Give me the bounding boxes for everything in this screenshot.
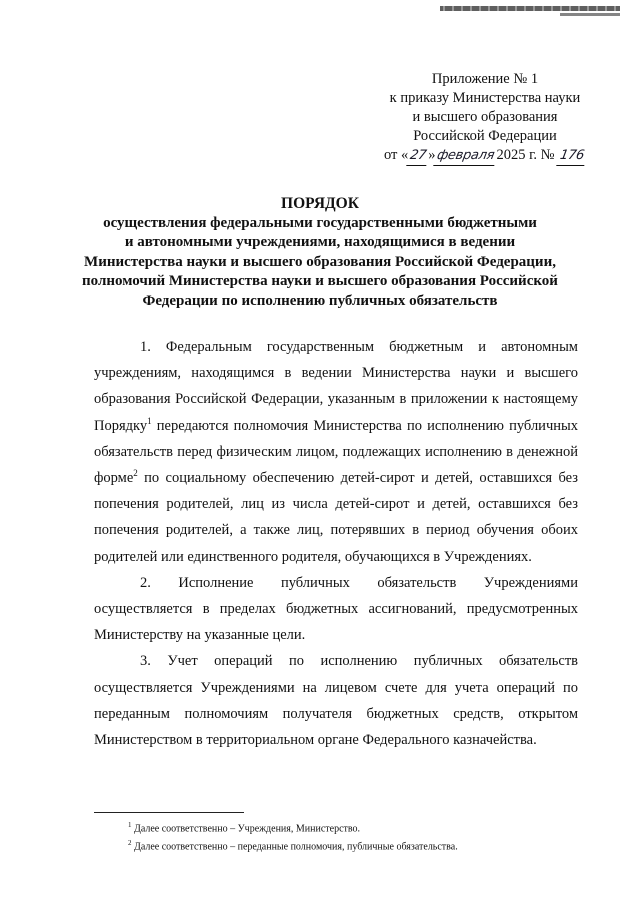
order-reference: к приказу Министерства науки: [389, 90, 581, 106]
scan-artifact: [440, 6, 620, 11]
approval-block: [360, 70, 610, 166]
footnote-2-mark: 2: [128, 839, 132, 848]
title-heading: ПОРЯДОК: [281, 195, 359, 212]
title-line: осуществления федеральными государственными бюджетными: [103, 214, 537, 231]
document-title: [70, 194, 570, 311]
handwritten-number: 176: [556, 146, 587, 166]
footnotes: [128, 818, 578, 855]
handwritten-day: 27: [406, 146, 429, 166]
paragraph-1: [94, 334, 578, 570]
footnote-separator: [94, 812, 244, 813]
footnote-1: [128, 818, 578, 836]
footnote-1-text: Далее соответственно – Учреждения, Министерство.: [131, 823, 361, 835]
footnote-2-text: Далее соответственно – переданные полномочия, публичные обязательства.: [131, 841, 458, 853]
paragraph-1-part-c: по социальному обеспечению детей-сирот и детей, оставшихся без попечения родителей, лиц из числа детей-сирот и детей, оставшихся без попечения родителей, а также лиц, потерявших в период обучения обоих родителей или единственного родителя, обучающихся в Учреждениях.: [94, 470, 578, 565]
footnote-ref-2: 2: [133, 468, 138, 479]
paragraph-1-part-a: 1. Федеральным государственным бюджетным и автономным учреждениям, находящимся в ведении Министерства науки и высшего образования Российской Федерации, указанным в приложении к настоящему Порядку: [94, 339, 578, 434]
paragraph-1-part-b: передаются полномочия Министерства по исполнению публичных обязательств перед физическим лицом, подлежащих исполнению в денежной форме: [94, 417, 578, 487]
title-line: Министерства науки и высшего образования Российской Федерации,: [84, 253, 556, 270]
paragraph-2: 2. Исполнение публичных обязательств Учреждениями осуществляется в пределах бюджетных ассигнований, предусмотренных Министерству на указанные цели.: [94, 574, 578, 644]
paragraph-3: 3. Учет операций по исполнению публичных обязательств осуществляется Учреждениями на лицевом счете для учета операций по переданным полномочиям получателя бюджетных средств, открытом Министерством в территориальном органе Федерального казначейства.: [94, 653, 578, 749]
date-prefix: от «: [383, 147, 409, 163]
scan-artifact-small: [560, 13, 620, 16]
order-date-line: [360, 146, 610, 166]
handwritten-month: февраля: [434, 146, 499, 166]
title-line: полномочий Министерства науки и высшего образования Российской: [82, 273, 558, 289]
order-year: 2025 г. №: [496, 147, 555, 163]
country-line: Российской Федерации: [413, 128, 557, 144]
footnote-1-mark: 1: [128, 821, 132, 829]
ministry-line: и высшего образования: [412, 109, 558, 125]
title-line: и автономными учреждениями, находящимися в ведении: [124, 234, 516, 250]
appendix-label: Приложение № 1: [431, 71, 539, 87]
document-body: [94, 334, 578, 753]
footnote-2: [128, 836, 578, 854]
title-line: Федерации по исполнению публичных обязательств: [142, 292, 498, 309]
date-mid: »: [428, 147, 436, 163]
footnote-ref-1: 1: [147, 415, 152, 426]
